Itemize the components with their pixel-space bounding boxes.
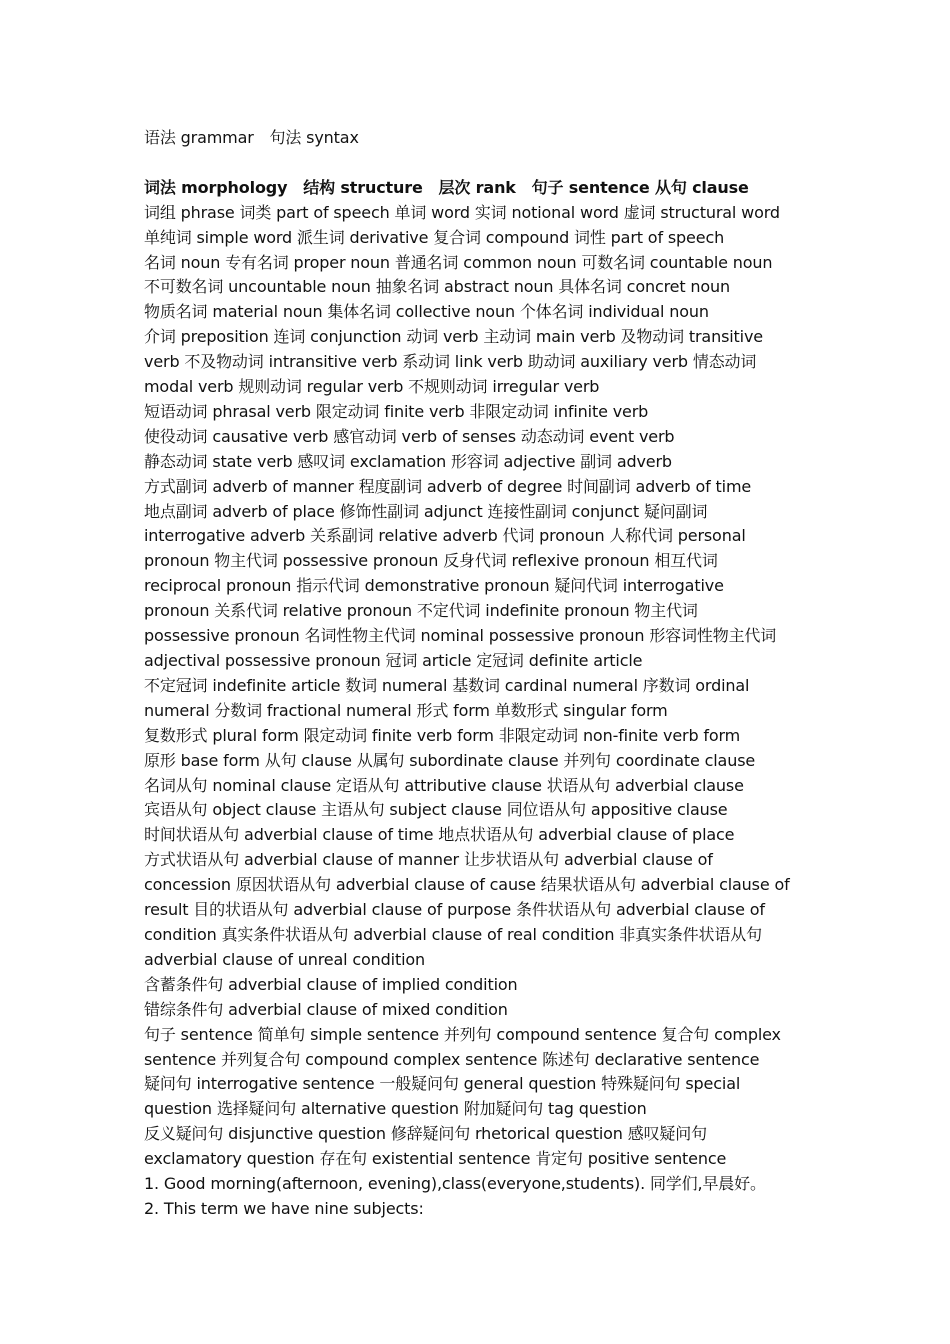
- text-line: 宾语从句 object clause 主语从句 subject clause 同位语从句 appositive clause: [144, 800, 728, 820]
- text-line: numeral 分数词 fractional numeral 形式 form 单数形式 singular form: [144, 700, 668, 720]
- text-line: 疑问句 interrogative sentence 一般疑问句 general question 特殊疑问句 special: [144, 1074, 741, 1094]
- text-line: 物质名词 material noun 集体名词 collective noun 个体名词 individual noun: [144, 302, 709, 322]
- text-line: 错综条件句 adverbial clause of mixed condition: [144, 999, 508, 1019]
- text-lines: [144, 201, 814, 1222]
- text-line: 地点副词 adverb of place 修饰性副词 adjunct 连接性副词 conjunct 疑问副词: [144, 501, 708, 521]
- title-line: 语法 grammar 句法 syntax: [144, 128, 359, 147]
- text-line: 反义疑问句 disjunctive question 修辞疑问句 rhetorical question 感叹疑问句: [144, 1124, 707, 1144]
- text-line: interrogative adverb 关系副词 relative adverb 代词 pronoun 人称代词 personal: [144, 526, 746, 546]
- text-line: pronoun 物主代词 possessive pronoun 反身代词 reflexive pronoun 相互代词: [144, 551, 718, 571]
- text-line: 2. This term we have nine subjects:: [144, 1198, 424, 1218]
- text-line: 单纯词 simple word 派生词 derivative 复合词 compound 词性 part of speech: [144, 227, 725, 247]
- text-line: condition 真实条件状语从句 adverbial clause of real condition 非真实条件状语从句: [144, 924, 762, 944]
- document-body: [144, 126, 814, 1222]
- text-line: question 选择疑问句 alternative question 附加疑问句 tag question: [144, 1099, 647, 1119]
- text-line: 静态动词 state verb 感叹词 exclamation 形容词 adjective 副词 adverb: [144, 451, 672, 471]
- text-line: 句子 sentence 简单句 simple sentence 并列句 compound sentence 复合句 complex: [144, 1024, 781, 1044]
- text-line: sentence 并列复合句 compound complex sentence 陈述句 declarative sentence: [144, 1049, 760, 1069]
- text-line: pronoun 关系代词 relative pronoun 不定代词 indefinite pronoun 物主代词: [144, 601, 698, 621]
- text-line: 名词从句 nominal clause 定语从句 attributive clause 状语从句 adverbial clause: [144, 775, 744, 795]
- text-line: concession 原因状语从句 adverbial clause of cause 结果状语从句 adverbial clause of: [144, 875, 790, 895]
- text-line: 不可数名词 uncountable noun 抽象名词 abstract noun 具体名词 concret noun: [144, 277, 731, 297]
- text-line: 含蓄条件句 adverbial clause of implied condition: [144, 974, 518, 994]
- text-line: 复数形式 plural form 限定动词 finite verb form 非限定动词 non-finite verb form: [144, 725, 741, 745]
- text-line: reciprocal pronoun 指示代词 demonstrative pronoun 疑问代词 interrogative: [144, 576, 724, 596]
- text-line: verb 不及物动词 intransitive verb 系动词 link verb 助动词 auxiliary verb 情态动词: [144, 352, 757, 372]
- text-line: 短语动词 phrasal verb 限定动词 finite verb 非限定动词 infinite verb: [144, 401, 649, 421]
- text-line: adjectival possessive pronoun 冠词 article 定冠词 definite article: [144, 651, 643, 671]
- text-line: 时间状语从句 adverbial clause of time 地点状语从句 adverbial clause of place: [144, 825, 735, 845]
- text-line: modal verb 规则动词 regular verb 不规则动词 irregular verb: [144, 377, 600, 397]
- text-line: 使役动词 causative verb 感官动词 verb of senses 动态动词 event verb: [144, 426, 675, 446]
- text-line: possessive pronoun 名词性物主代词 nominal possessive pronoun 形容词性物主代词: [144, 626, 777, 646]
- heading-line: 词法 morphology 结构 structure 层次 rank 句子 sentence 从句 clause: [144, 177, 749, 197]
- text-line: 1. Good morning(afternoon, evening),class(everyone,students). 同学们,早晨好。: [144, 1174, 766, 1194]
- text-line: 词组 phrase 词类 part of speech 单词 word 实词 notional word 虚词 structural word: [144, 202, 780, 222]
- text-line: 方式副词 adverb of manner 程度副词 adverb of degree 时间副词 adverb of time: [144, 476, 752, 496]
- text-line: adverbial clause of unreal condition: [144, 949, 426, 969]
- text-line: 名词 noun 专有名词 proper noun 普通名词 common noun 可数名词 countable noun: [144, 252, 773, 272]
- text-line: 原形 base form 从句 clause 从属句 subordinate clause 并列句 coordinate clause: [144, 750, 756, 770]
- text-line: 方式状语从句 adverbial clause of manner 让步状语从句 adverbial clause of: [144, 850, 713, 870]
- text-line: result 目的状语从句 adverbial clause of purpose 条件状语从句 adverbial clause of: [144, 900, 765, 920]
- text-line: exclamatory question 存在句 existential sentence 肯定句 positive sentence: [144, 1149, 727, 1169]
- text-line: 不定冠词 indefinite article 数词 numeral 基数词 cardinal numeral 序数词 ordinal: [144, 675, 750, 695]
- text-line: 介词 preposition 连词 conjunction 动词 verb 主动词 main verb 及物动词 transitive: [144, 327, 763, 347]
